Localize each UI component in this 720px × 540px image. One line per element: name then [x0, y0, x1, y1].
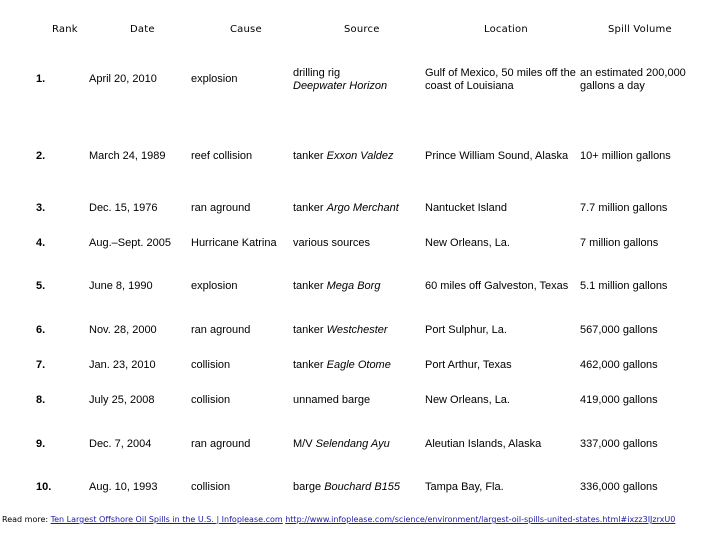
rank-cell: 5. — [36, 280, 46, 292]
location-text: Prince William Sound, Alaska — [425, 150, 569, 162]
source-type: tanker — [293, 359, 324, 371]
volume-cell — [580, 202, 667, 215]
date-cell: Aug.–Sept. 2005 — [89, 237, 171, 249]
volume-text: 567,000 gallons — [580, 324, 658, 336]
rank-cell: 6. — [36, 324, 46, 336]
source-vessel-name: Deepwater Horizon — [293, 80, 388, 92]
volume-cell — [580, 481, 658, 494]
location-text: New Orleans, La. — [425, 394, 510, 406]
source-vessel-name: Mega Borg — [326, 280, 381, 292]
volume-cell — [580, 324, 658, 337]
volume-cell — [580, 67, 686, 93]
source-cell — [293, 438, 390, 451]
volume-cell — [580, 438, 658, 451]
date-cell: Dec. 15, 1976 — [89, 202, 158, 214]
location-cell — [425, 394, 510, 407]
date-cell: July 25, 2008 — [89, 394, 155, 406]
rank-cell: 10. — [36, 481, 52, 493]
header-date: Date — [130, 24, 155, 35]
volume-cell — [580, 237, 658, 250]
cause-cell: ran aground — [191, 324, 251, 336]
source-cell — [293, 359, 391, 372]
location-cell — [425, 481, 504, 494]
source-type: barge — [293, 481, 322, 493]
rank-cell: 2. — [36, 150, 46, 162]
cause-cell: explosion — [191, 280, 238, 292]
rank-cell: 1. — [36, 73, 46, 85]
date-cell: April 20, 2010 — [89, 73, 157, 85]
source-vessel-name: Argo Merchant — [326, 202, 399, 214]
cause-cell: collision — [191, 394, 231, 406]
volume-text: 7 million gallons — [580, 237, 659, 249]
volume-text: an estimated 200,000 — [580, 67, 686, 79]
article-url-link[interactable]: http://www.infoplease.com/science/environment/largest-oil-spills-united-states.html#ixzz3IJzrxU0 — [285, 515, 676, 524]
source-type: unnamed barge — [293, 394, 371, 406]
header-cause: Cause — [230, 24, 262, 35]
source-vessel-name: Exxon Valdez — [326, 150, 394, 162]
date-cell: March 24, 1989 — [89, 150, 166, 162]
table-header — [0, 24, 720, 38]
article-title-link[interactable]: Ten Largest Offshore Oil Spills in the U.S. | Infoplease.com — [50, 515, 283, 524]
header-spill-volume: Spill Volume — [608, 24, 672, 35]
volume-text: 5.1 million gallons — [580, 280, 668, 292]
location-cell — [425, 67, 576, 93]
source-cell — [293, 280, 380, 293]
location-cell — [425, 202, 507, 215]
location-text-line2: coast of Louisiana — [425, 80, 514, 92]
volume-text: 10+ million gallons — [580, 150, 671, 162]
source-cell — [293, 481, 400, 494]
source-cell — [293, 67, 387, 93]
volume-text: 336,000 gallons — [580, 481, 658, 493]
volume-cell — [580, 280, 667, 293]
location-text: New Orleans, La. — [425, 237, 510, 249]
location-cell — [425, 359, 512, 372]
source-cell — [293, 202, 399, 215]
volume-cell — [580, 394, 658, 407]
location-text: Nantucket Island — [425, 202, 507, 214]
cause-cell: ran aground — [191, 202, 251, 214]
source-cell — [293, 394, 370, 407]
source-vessel-name: Eagle Otome — [326, 359, 391, 371]
location-text: Aleutian Islands, Alaska — [425, 438, 542, 450]
rank-cell: 4. — [36, 237, 46, 249]
rank-cell: 7. — [36, 359, 46, 371]
header-rank: Rank — [52, 24, 78, 35]
date-cell: Nov. 28, 2000 — [89, 324, 157, 336]
volume-text: 7.7 million gallons — [580, 202, 668, 214]
location-cell — [425, 438, 541, 451]
source-vessel-name: Westchester — [326, 324, 388, 336]
cause-cell: reef collision — [191, 150, 253, 162]
date-cell: Aug. 10, 1993 — [89, 481, 158, 493]
date-cell: Dec. 7, 2004 — [89, 438, 152, 450]
source-type: tanker — [293, 324, 324, 336]
location-cell — [425, 324, 507, 337]
rank-cell: 9. — [36, 438, 46, 450]
location-text: 60 miles off Galveston, Texas — [425, 280, 569, 292]
cause-cell: collision — [191, 481, 231, 493]
location-text: Port Sulphur, La. — [425, 324, 507, 336]
source-type: various sources — [293, 237, 371, 249]
volume-text: 462,000 gallons — [580, 359, 658, 371]
location-text: Port Arthur, Texas — [425, 359, 512, 371]
location-text: Tampa Bay, Fla. — [425, 481, 504, 493]
volume-cell — [580, 150, 671, 163]
location-text: Gulf of Mexico, 50 miles off the — [425, 67, 576, 79]
cause-cell: ran aground — [191, 438, 251, 450]
source-cell — [293, 237, 370, 250]
location-cell — [425, 280, 568, 293]
read-more-footer — [2, 515, 718, 524]
cause-cell: Hurricane Katrina — [191, 237, 277, 249]
volume-text: 337,000 gallons — [580, 438, 658, 450]
source-cell — [293, 150, 394, 163]
volume-text: 419,000 gallons — [580, 394, 658, 406]
source-vessel-name: Bouchard B155 — [324, 481, 401, 493]
read-more-label: Read more: — [2, 515, 49, 524]
source-type: tanker — [293, 280, 324, 292]
date-cell: Jan. 23, 2010 — [89, 359, 156, 371]
cause-cell: collision — [191, 359, 231, 371]
location-cell — [425, 150, 568, 163]
date-cell: June 8, 1990 — [89, 280, 153, 292]
volume-cell — [580, 359, 658, 372]
source-type: M/V — [293, 438, 313, 450]
rank-cell: 8. — [36, 394, 46, 406]
header-source: Source — [344, 24, 380, 35]
header-location: Location — [484, 24, 528, 35]
volume-text-line2: gallons a day — [580, 80, 645, 92]
source-type: tanker — [293, 202, 324, 214]
source-type: drilling rig — [293, 67, 341, 79]
source-cell — [293, 324, 388, 337]
location-cell — [425, 237, 510, 250]
cause-cell: explosion — [191, 73, 238, 85]
source-type: tanker — [293, 150, 324, 162]
rank-cell: 3. — [36, 202, 46, 214]
source-vessel-name: Selendang Ayu — [315, 438, 390, 450]
